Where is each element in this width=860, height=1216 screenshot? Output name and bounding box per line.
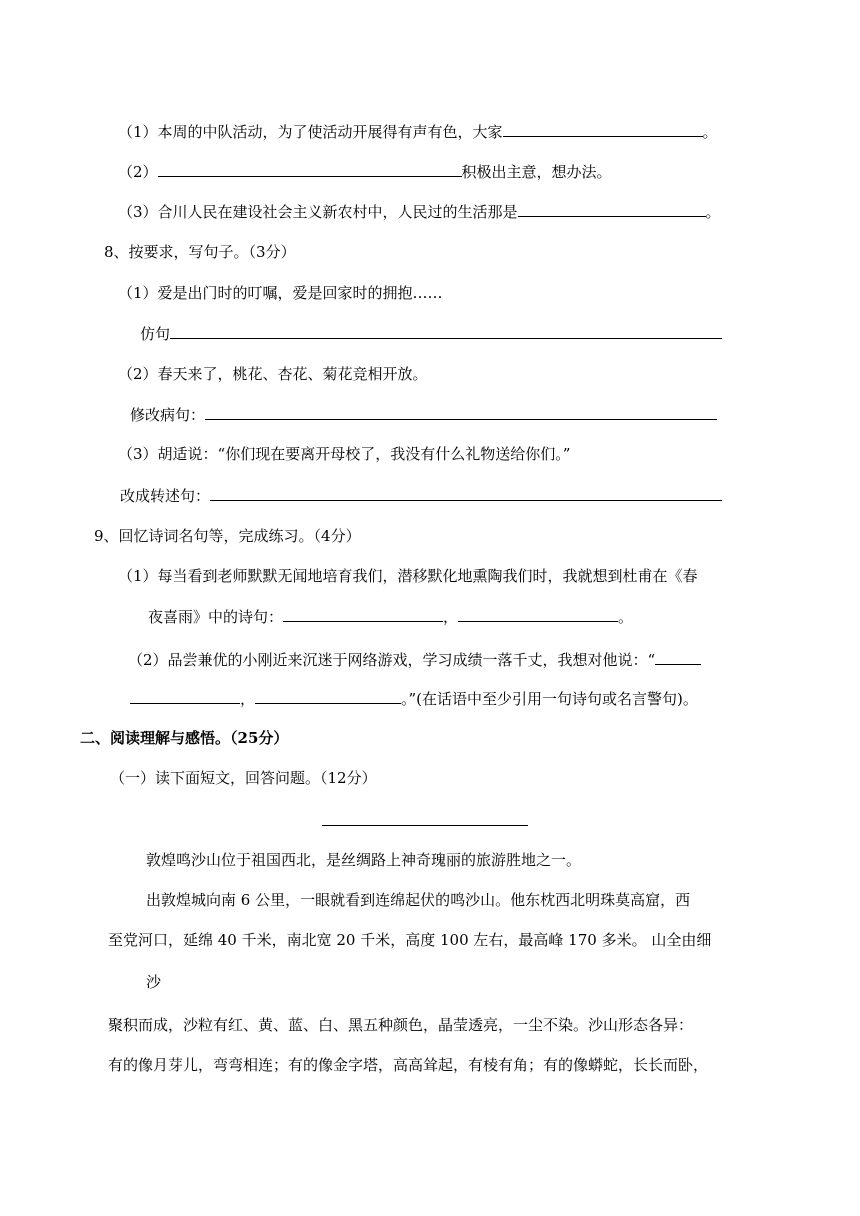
q9-item-2-line-1: （2）品尝兼优的小刚近来沉迷于网络游戏，学习成绩一落千丈，我想对他说：“: [128, 649, 701, 670]
q9-item-1-line-1: （1）每当看到老师默默无闻地培育我们，潜移默化地熏陶我们时，我就想到杜甫在《春: [118, 567, 698, 585]
q8-item-1-answer-line: 仿句: [140, 323, 722, 344]
section-2-heading: 二、阅读理解与感悟。（25分）: [80, 729, 289, 747]
passage-line: 至党河口，延绵 40 千米，南北宽 20 千米，高度 100 左右，最高峰 170 多米。 山全由细: [108, 931, 712, 949]
q8-item-3: （3）胡适说：“你们现在要离开母校了，我没有什么礼物送给你们。”: [118, 445, 571, 463]
answer-blank[interactable]: [170, 323, 722, 339]
q9-item-1-line-2: 夜喜雨》中的诗句： ， 。: [148, 608, 634, 626]
reading-1-instructions: （一）读下面短文，回答问题。（12分）: [110, 769, 377, 787]
q9-heading: 9、回忆诗词名句等，完成练习。（4分）: [94, 527, 361, 545]
q8-heading: 8、按要求，写句子。（3分）: [104, 243, 296, 261]
passage-line: 有的像月芽儿，弯弯相连；有的像金字塔，高高耸起，有棱有角；有的像蟒蛇，长长而卧，: [108, 1056, 709, 1074]
answer-blank[interactable]: [518, 201, 706, 217]
q7-item-3: （3）合川人民在建设社会主义新农村中，人民过的生活那是 。: [118, 203, 721, 221]
answer-blank[interactable]: [205, 404, 717, 420]
answer-blank[interactable]: [655, 649, 701, 665]
passage-paragraph-1: 敦煌鸣沙山位于祖国西北，是丝绸路上神奇瑰丽的旅游胜地之一。: [146, 851, 582, 869]
answer-blank[interactable]: [130, 688, 240, 704]
q8-item-3-answer-line: 改成转述句：: [120, 485, 722, 506]
answer-blank[interactable]: [503, 121, 703, 137]
answer-blank[interactable]: [158, 161, 462, 177]
q8-item-2-answer-line: 修改病句：: [130, 404, 717, 425]
answer-blank[interactable]: [458, 606, 618, 622]
passage-line: 出敦煌城向南 6 公里，一眼就看到连绵起伏的鸣沙山。他东枕西北明珠莫高窟，西: [146, 891, 691, 909]
answer-blank[interactable]: [283, 606, 443, 622]
title-answer-line[interactable]: [322, 825, 528, 826]
q7-item-1: （1）本周的中队活动，为了使活动开展得有声有色，大家 。: [118, 123, 718, 141]
q8-item-2: （2）春天来了，桃花、杏花、菊花竞相开放。: [118, 365, 428, 383]
q7-item-2: （2） 积极出主意，想办法。: [118, 163, 612, 181]
passage-line: 聚积而成，沙粒有红、黄、蓝、白、黑五种颜色，晶莹透亮，一尘不染。沙山形态各异：: [108, 1016, 694, 1034]
passage-line: 沙: [146, 973, 162, 991]
q8-item-1: （1）爱是出门时的叮嘱，爱是回家时的拥抱……: [118, 284, 443, 302]
q9-item-2-line-2: ， 。”(在话语中至少引用一句诗句或名言警句)。: [130, 688, 698, 709]
answer-blank[interactable]: [255, 688, 401, 704]
answer-blank[interactable]: [210, 485, 722, 501]
